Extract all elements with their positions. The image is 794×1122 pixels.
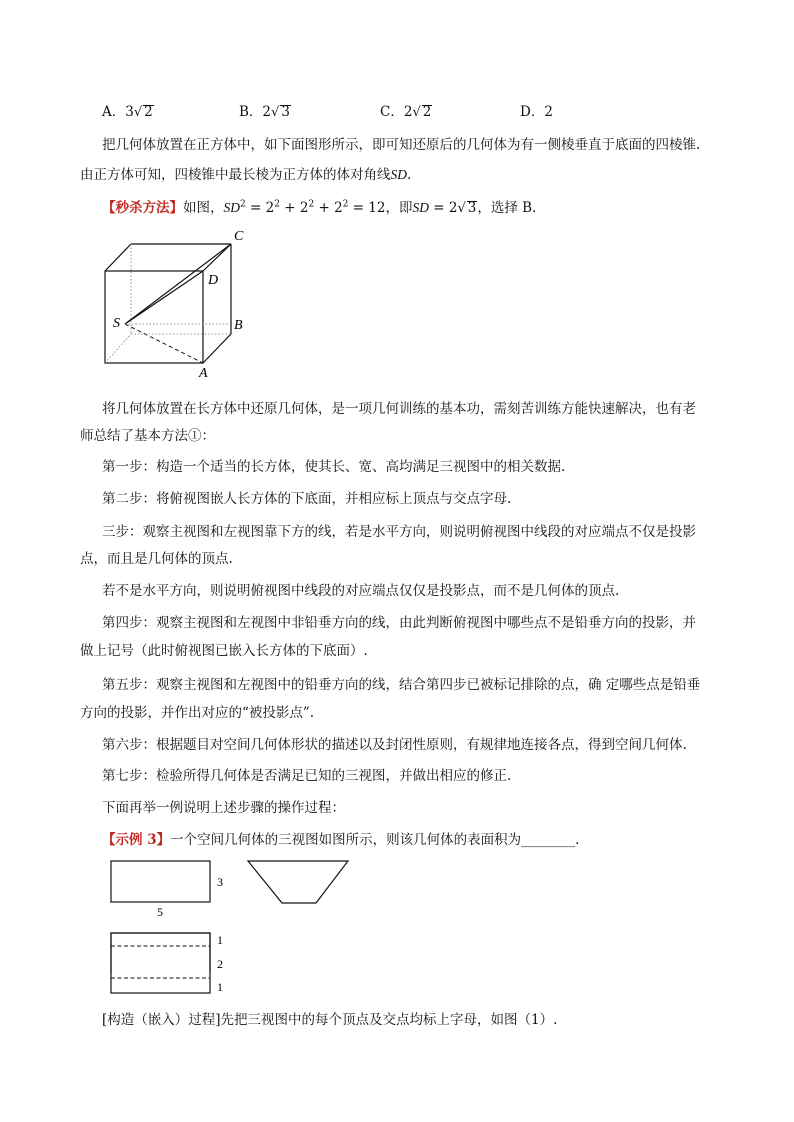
top-view-figure — [100, 930, 240, 1000]
step-4: 第四步：观察主视图和左视图中非铅垂方向的线，由此判断俯视图中哪些点不是铅垂方向的投影，并 — [102, 615, 696, 631]
label-a: A — [199, 366, 208, 381]
example-line: 【示例 3】一个空间几何体的三视图如图所示，则该几何体的表面积为________. — [102, 832, 580, 848]
example-tag: 【示例 3】 — [102, 832, 171, 848]
step-6: 第六步：根据题目对空间几何体形状的描述以及封闭性原则，有规律地连接各点，得到空间几何体. — [102, 737, 687, 753]
front-width-label: 5 — [157, 905, 163, 919]
step-3-alt: 若不是水平方向，则说明俯视图中线段的对应端点仅仅是投影点，而不是几何体的顶点. — [102, 583, 620, 599]
label-d: D — [208, 273, 219, 288]
option-a: A．3√ 2 — [102, 104, 153, 120]
para1-line2: 由正方体可知，四棱锥中最长棱为正方体的体对角线SD. — [80, 167, 412, 183]
method-line: 【秒杀方法】如图，$SD^2 = 2^2 + 2^2 + 2^2 = 12$，即SD = 2√ 3，选择 B. — [102, 199, 537, 216]
example-intro: 下面再举一例说明上述步骤的操作过程： — [102, 800, 345, 816]
para2-line1: 将几何体放置在长方体中还原几何体，是一项几何训练的基本功，需刻苦训练方能快速解决，也有老 — [102, 401, 696, 417]
option-c: C．2√ 2 — [380, 104, 432, 120]
step-3: 三步：观察主视图和左视图靠下方的线，若是水平方向，则说明俯视图中线段的对应端点不仅是投影 — [102, 524, 696, 540]
para1-line1: 把几何体放置在正方体中，如下面图形所示，即可知还原后的几何体为有一侧棱垂直于底面的四棱锥. — [102, 137, 701, 153]
label-b: B — [234, 318, 243, 333]
front-height-label: 3 — [217, 875, 223, 889]
step-5-cont: 方向的投影，并作出对应的“被投影点”. — [80, 705, 315, 721]
step-1: 第一步：构造一个适当的长方体，使其长、宽、高均满足三视图中的相关数据. — [102, 459, 566, 475]
para2-line2: 师总结了基本方法①： — [80, 428, 215, 444]
side-view — [248, 861, 348, 903]
step-7: 第七步：检验所得几何体是否满足已知的三视图，并做出相应的修正. — [102, 768, 512, 784]
method-tag: 【秒杀方法】 — [102, 200, 183, 216]
label-s: S — [113, 316, 120, 331]
step-4-cont: 做上记号（此时俯视图已嵌入长方体的下底面）. — [80, 643, 368, 659]
top-label-1: 1 — [217, 933, 223, 947]
option-b: B．2√ 3 — [239, 104, 290, 120]
top-label-3: 1 — [217, 980, 223, 994]
final-line: [构造（嵌入）过程]先把三视图中的每个顶点及交点均标上字母，如图（1）. — [102, 1012, 558, 1028]
step-2: 第二步：将俯视图嵌人长方体的下底面，并相应标上顶点与交点字母. — [102, 491, 512, 507]
label-c: C — [234, 229, 244, 244]
top-label-2: 2 — [217, 957, 223, 971]
front-view — [111, 861, 210, 902]
step-5: 第五步：观察主视图和左视图中的铅垂方向的线，结合第四步已被标记排除的点，确 定哪些点是铅垂 — [102, 677, 701, 693]
option-d: D．2 — [520, 104, 553, 120]
cube-figure — [95, 226, 265, 381]
step-3-cont: 点，而且是几何体的顶点. — [80, 551, 233, 567]
